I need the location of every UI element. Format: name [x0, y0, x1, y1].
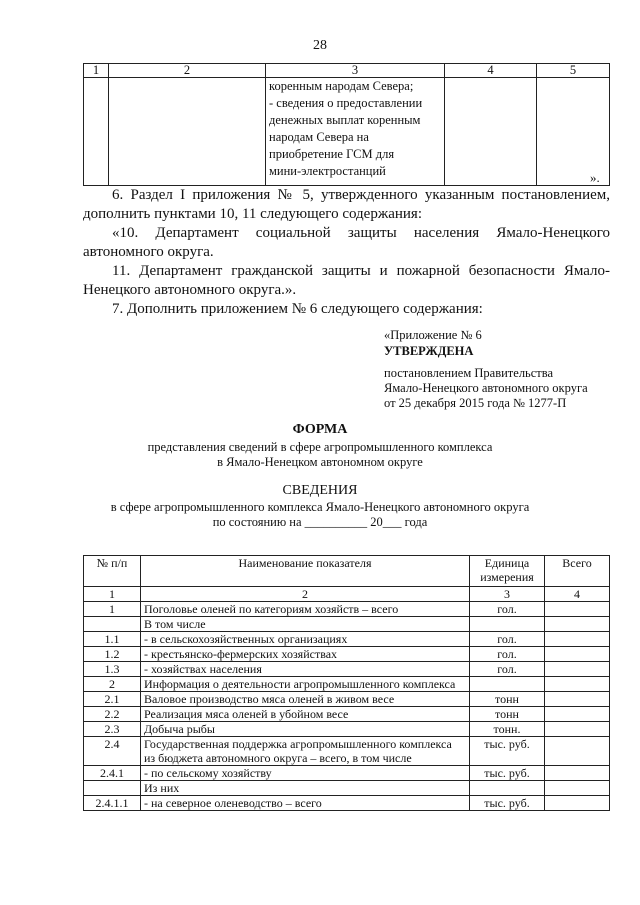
form-subtitle-line-2: в Ямало-Ненецком автономном округе [217, 455, 423, 469]
approval-line-4: Ямало-Ненецкого автономного округа [384, 381, 588, 395]
row-total[interactable] [545, 737, 610, 766]
closing-quote: ». [590, 170, 600, 185]
form-table-header [84, 556, 610, 587]
row-unit: тонн [470, 707, 545, 722]
row-indicator: Добыча рыбы [141, 722, 470, 737]
header-indicator: Наименование показателя [141, 556, 470, 587]
col-number-4: 4 [545, 587, 610, 602]
row-unit [470, 617, 545, 632]
col-number-3: 3 [470, 587, 545, 602]
col-5: 5 [537, 64, 610, 78]
row-indicator: Информация о деятельности агропромышленного комплекса [141, 677, 470, 692]
row-indicator: - крестьянско-фермерских хозяйствах [141, 647, 470, 662]
table-row [84, 617, 610, 632]
cell-empty [445, 78, 537, 186]
row-indicator: - в сельскохозяйственных организациях [141, 632, 470, 647]
table-row [84, 766, 610, 781]
row-number: 2.3 [84, 722, 141, 737]
row-indicator: Из них [141, 781, 470, 796]
row-indicator: Поголовье оленей по категориям хозяйств – всего [141, 602, 470, 617]
header-unit: Единица измерения [470, 556, 545, 587]
table-row [84, 632, 610, 647]
col-3: 3 [266, 64, 445, 78]
col-number-1: 1 [84, 587, 141, 602]
svedeniya-title: СВЕДЕНИЯ [282, 483, 358, 498]
row-number: 2.4.1 [84, 766, 141, 781]
paragraph-10-line-1: «10. Департамент социальной защиты населения Ямало-Ненецкого [112, 225, 610, 241]
approval-line-5: от 25 декабря 2015 года № 1277-П [384, 396, 567, 410]
cell-line: народам Севера на [269, 130, 369, 144]
row-total[interactable] [545, 602, 610, 617]
row-total[interactable] [545, 647, 610, 662]
table-row [84, 781, 610, 796]
row-total[interactable] [545, 617, 610, 632]
row-unit: тыс. руб. [470, 796, 545, 811]
row-unit: тыс. руб. [470, 737, 545, 766]
row-number: 2.1 [84, 692, 141, 707]
row-total[interactable] [545, 796, 610, 811]
row-indicator: Реализация мяса оленей в убойном весе [141, 707, 470, 722]
form-table [83, 555, 610, 811]
table-row [84, 722, 610, 737]
form-table-body [84, 602, 610, 811]
cell-line: коренным народам Севера; [269, 79, 414, 93]
paragraph-6-line-2: дополнить пунктами 10, 11 следующего содержания: [83, 206, 422, 222]
table-row [84, 677, 610, 692]
row-number: 1.1 [84, 632, 141, 647]
row-number: 1 [84, 602, 141, 617]
row-total[interactable] [545, 781, 610, 796]
row-total[interactable] [545, 766, 610, 781]
row-unit [470, 677, 545, 692]
row-unit: гол. [470, 647, 545, 662]
table-row [84, 662, 610, 677]
table-row [84, 602, 610, 617]
row-indicator: Валовое производство мяса оленей в живом весе [141, 692, 470, 707]
paragraph-6-line-1: 6. Раздел I приложения № 5, утвержденного указанным постановлением, [112, 187, 610, 203]
approval-line-3: постановлением Правительства [384, 366, 554, 380]
continuation-table-header [84, 64, 610, 78]
row-number: 2.4.1.1 [84, 796, 141, 811]
page-number: 28 [313, 38, 327, 53]
table-row [84, 647, 610, 662]
paragraph-11-line-2: Ненецкого автономного округа.». [83, 282, 297, 298]
row-total[interactable] [545, 662, 610, 677]
cell-empty [109, 78, 266, 186]
header-total: Всего [545, 556, 610, 587]
row-total[interactable] [545, 692, 610, 707]
row-total[interactable] [545, 632, 610, 647]
row-unit: гол. [470, 602, 545, 617]
table-row [84, 737, 610, 766]
svedeniya-line-1: в сфере агропромышленного комплекса Ямало-Ненецкого автономного округа [110, 500, 530, 514]
form-title: ФОРМА [292, 422, 348, 437]
row-number: 1.3 [84, 662, 141, 677]
row-unit: тонн [470, 692, 545, 707]
svedeniya-line-2: по состоянию на __________ 20___ года [212, 515, 428, 529]
row-number: 2.2 [84, 707, 141, 722]
header-number: № п/п [84, 556, 141, 587]
row-indicator: В том числе [141, 617, 470, 632]
col-number-2: 2 [141, 587, 470, 602]
row-number: 2 [84, 677, 141, 692]
row-indicator: - по сельскому хозяйству [141, 766, 470, 781]
row-total[interactable] [545, 677, 610, 692]
row-unit: гол. [470, 662, 545, 677]
row-indicator: - на северное оленеводство – всего [141, 796, 470, 811]
cell-line: приобретение ГСМ для [269, 147, 395, 161]
row-indicator: Государственная поддержка агропромышленного комплекса из бюджета автономного округа – всего, в том числе [141, 737, 470, 766]
row-unit [470, 781, 545, 796]
paragraph-11-line-1: 11. Департамент гражданской защиты и пожарной безопасности Ямало- [112, 263, 610, 279]
row-number [84, 781, 141, 796]
row-unit: тыс. руб. [470, 766, 545, 781]
row-total[interactable] [545, 707, 610, 722]
row-number [84, 617, 141, 632]
cell-line: денежных выплат коренным [269, 113, 421, 127]
paragraph-10-line-2: автономного округа. [83, 244, 214, 260]
cell-line: - сведения о предоставлении [269, 96, 423, 110]
row-total[interactable] [545, 722, 610, 737]
row-unit: гол. [470, 632, 545, 647]
col-2: 2 [109, 64, 266, 78]
approval-line-1: «Приложение № 6 [384, 328, 482, 342]
table-row [84, 692, 610, 707]
continuation-table [83, 63, 610, 186]
approval-line-2: УТВЕРЖДЕНА [384, 344, 474, 358]
row-unit: тонн. [470, 722, 545, 737]
cell-line: мини-электростанций [269, 164, 386, 178]
table-row [84, 707, 610, 722]
col-1: 1 [84, 64, 109, 78]
cell-text [266, 78, 445, 186]
row-indicator: - хозяйствах населения [141, 662, 470, 677]
form-subtitle-line-1: представления сведений в сфере агропромышленного комплекса [147, 440, 493, 454]
cell-empty [84, 78, 109, 186]
row-number: 2.4 [84, 737, 141, 766]
col-4: 4 [445, 64, 537, 78]
table-row [84, 796, 610, 811]
row-number: 1.2 [84, 647, 141, 662]
continuation-table-row [84, 78, 610, 186]
form-table-numbers [84, 587, 610, 602]
paragraph-7: 7. Дополнить приложением № 6 следующего содержания: [112, 301, 483, 317]
